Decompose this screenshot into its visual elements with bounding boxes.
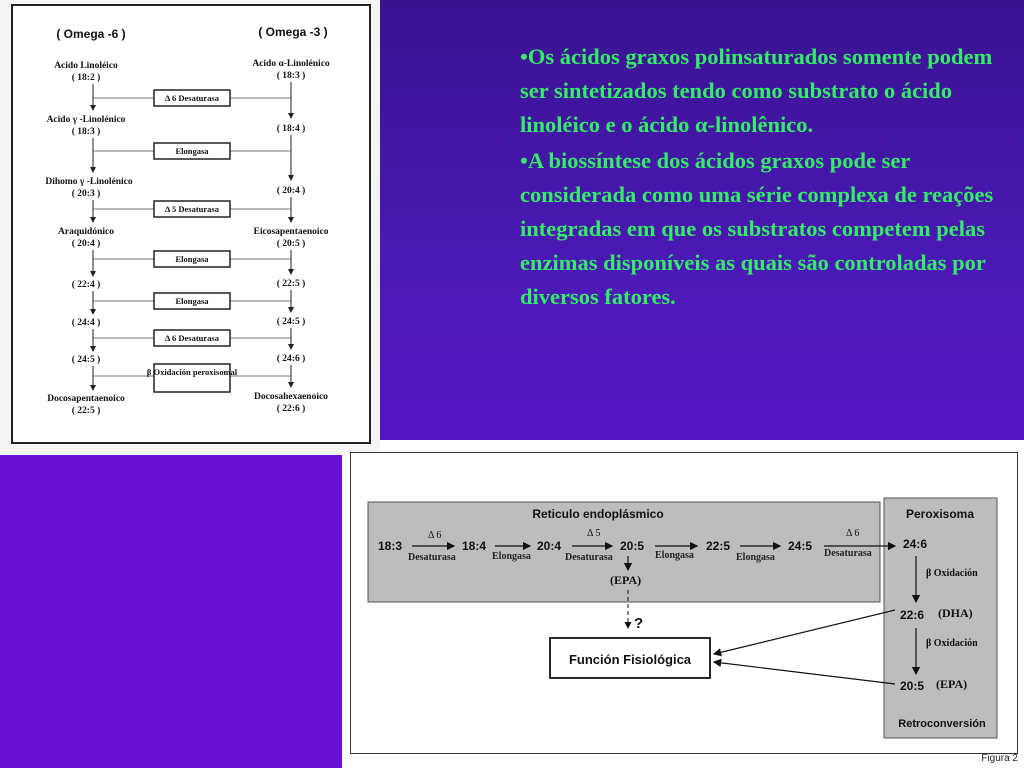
right-name-3: Eicosapentaenoico — [253, 227, 329, 237]
node-22-5: 22:5 — [706, 539, 731, 553]
right-code-6: ( 24:6 ) — [276, 354, 306, 364]
funcion-arrows — [714, 610, 895, 684]
left-name-3: Araquidónico — [58, 227, 114, 237]
peroxisoma-title: Peroxisoma — [905, 507, 975, 521]
node-24-5: 24:5 — [788, 539, 813, 553]
omega-pathway-diagram — [11, 4, 367, 440]
enzyme-desat-1: Desaturasa — [408, 552, 456, 563]
retroconversion-label: Retroconversión — [898, 718, 986, 730]
right-code-2: ( 20:4 ) — [276, 186, 306, 196]
enzyme-desat-2: Desaturasa — [565, 552, 613, 563]
enzyme-label-4: Elongasa — [175, 296, 209, 306]
enzyme-label-2: Δ 5 Desaturasa — [165, 204, 219, 214]
omega3-header: ( Omega -3 ) — [258, 25, 328, 39]
enzyme-label-5: Δ 6 Desaturasa — [165, 333, 219, 343]
right-code-4: ( 22:5 ) — [276, 279, 306, 289]
node-18-3: 18:3 — [378, 539, 403, 553]
enzyme-label-6: β Oxidación peroxisomal — [146, 367, 238, 377]
dha-label: (DHA) — [938, 606, 973, 620]
delta-5: Δ 5 — [587, 528, 601, 539]
left-code-1: ( 18:3 ) — [71, 127, 101, 137]
oxidacion-2: β Oxidación — [926, 638, 978, 649]
figure-caption: Figura 2 — [981, 753, 1018, 764]
left-code-2: ( 20:3 ) — [71, 189, 101, 199]
right-code-1: ( 18:4 ) — [276, 124, 306, 134]
omega6-header: ( Omega -6 ) — [56, 27, 126, 41]
right-code-5: ( 24:5 ) — [276, 317, 306, 327]
left-name-0: Acido Linoléico — [54, 61, 118, 71]
right-name-7: Docosahexaenoico — [254, 392, 328, 402]
left-code-6: ( 24:5 ) — [71, 355, 101, 365]
left-code-4: ( 22:4 ) — [71, 280, 101, 290]
left-name-7: Docosapentaenoico — [47, 394, 125, 404]
bullet-2: •A biossíntese dos ácidos graxos pode ser considerada como uma série complexa de reações integradas em que os substratos competem pelas enzimas disponíveis as quais são controladas por diversos fatores. — [520, 148, 994, 309]
enzyme-boxes — [154, 90, 230, 392]
delta-6-b: Δ 6 — [846, 528, 860, 539]
node-20-5: 20:5 — [620, 539, 645, 553]
oxidacion-1: β Oxidación — [926, 568, 978, 579]
right-code-0: ( 18:3 ) — [276, 71, 306, 81]
funcion-label: Función Fisiológica — [568, 652, 692, 667]
enzyme-elong-1: Elongasa — [492, 551, 531, 562]
left-name-2: Dihomo γ -Linolénico — [45, 177, 133, 187]
delta-6-a: Δ 6 — [428, 530, 442, 541]
left-code-7: ( 22:5 ) — [71, 406, 101, 416]
epa2-label: (EPA) — [936, 677, 968, 691]
left-code-0: ( 18:2 ) — [71, 73, 101, 83]
enzyme-elong-2: Elongasa — [655, 550, 694, 561]
right-code-3: ( 20:5 ) — [276, 239, 306, 249]
node-20-4: 20:4 — [537, 539, 562, 553]
enzyme-desat-3: Desaturasa — [824, 548, 872, 559]
enzyme-elong-3: Elongasa — [736, 552, 775, 563]
left-code-3: ( 20:4 ) — [71, 239, 101, 249]
bullet-1: •Os ácidos graxos polinsaturados somente podem ser sintetizados tendo como substrato o ácido linoléico e o ácido α-linolênico. — [520, 44, 993, 137]
node-18-4: 18:4 — [462, 539, 487, 553]
figure2-diagram — [350, 452, 1016, 752]
enzyme-label-1: Elongasa — [175, 146, 209, 156]
bullet-text — [520, 40, 1000, 316]
node-24-6: 24:6 — [903, 537, 928, 551]
left-code-5: ( 24:4 ) — [71, 318, 101, 328]
left-name-1: Acido γ -Linolénico — [46, 115, 126, 125]
node-22-6: 22:6 — [900, 608, 925, 622]
epa-label: (EPA) — [610, 573, 642, 587]
question-mark: ? — [634, 615, 644, 632]
right-name-0: Acido α-Linolénico — [252, 59, 330, 69]
enzyme-label-3: Elongasa — [175, 254, 209, 264]
node-20-5b: 20:5 — [900, 679, 925, 693]
right-code-7: ( 22:6 ) — [276, 404, 306, 414]
enzyme-label-0: Δ 6 Desaturasa — [165, 93, 219, 103]
reticulo-title: Reticulo endoplásmico — [532, 507, 664, 521]
